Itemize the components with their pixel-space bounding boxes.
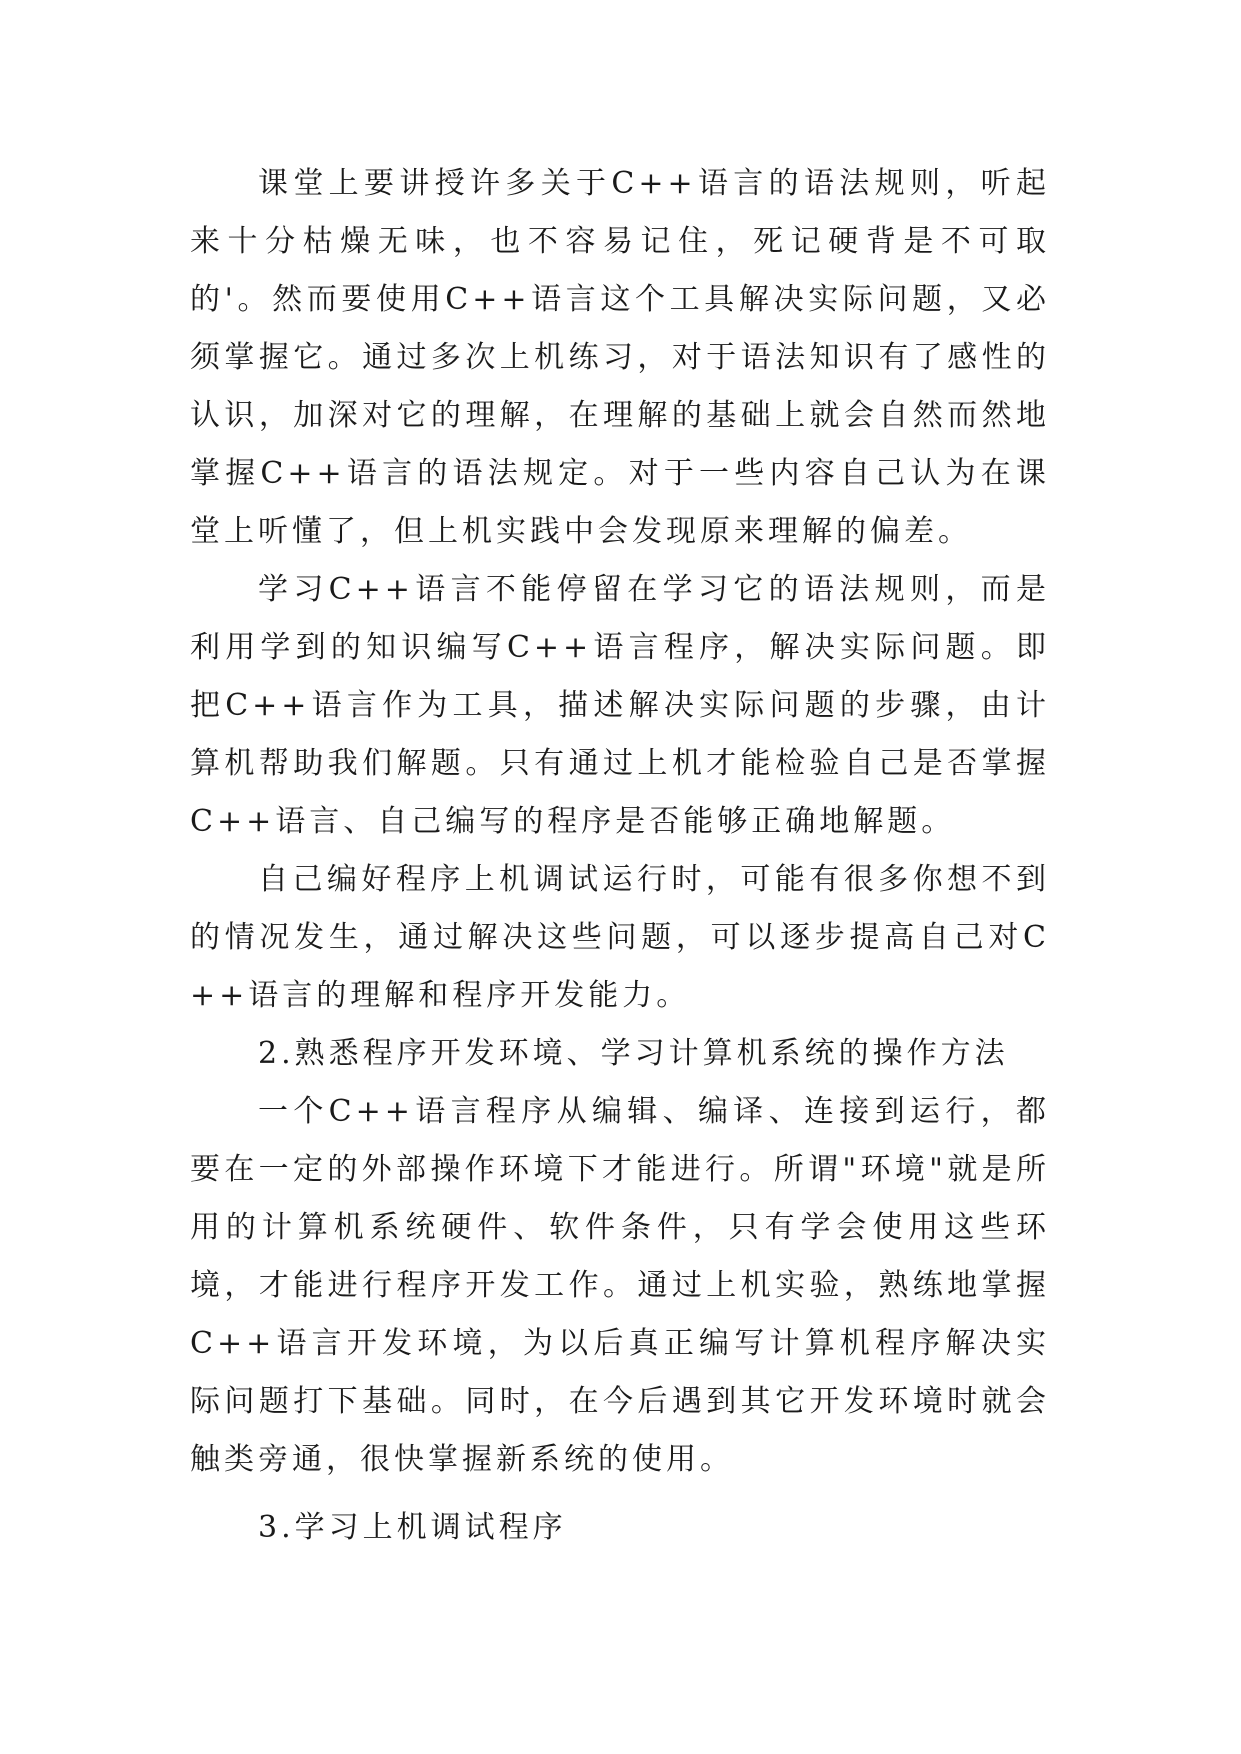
paragraph-development-environment: 一个C++语言程序从编辑、编译、连接到运行，都要在一定的外部操作环境下才能进行。所谓"环境"就是所用的计算机系统硬件、软件条件，只有学会使用这些环境，才能进行程序开发工作。通过上机实验，熟练地掌握C++语言开发环境，为以后真正编写计算机程序解决实际问题打下基础。同时，在今后遇到其它开发环境时就会触类旁通，很快掌握新系统的使用。 <box>190 1094 1050 1477</box>
document-body <box>190 155 1050 1557</box>
section-heading-3: 3.学习上机调试程序 <box>258 1510 567 1545</box>
section-heading-2: 2.熟悉程序开发环境、学习计算机系统的操作方法 <box>258 1036 1009 1071</box>
paragraph-syntax-rules: 课堂上要讲授许多关于C++语言的语法规则，听起来十分枯燥无味，也不容易记住，死记硬背是不可取的'。然而要使用C++语言这个工具解决实际问题，又必须掌握它。通过多次上机练习，对于语法知识有了感性的认识，加深对它的理解，在理解的基础上就会自然而然地掌握C++语言的语法规定。对于一些内容自己认为在课堂上听懂了，但上机实践中会发现原来理解的偏差。 <box>190 166 1050 549</box>
paragraph-debugging-experience: 自己编好程序上机调试运行时，可能有很多你想不到的情况发生，通过解决这些问题，可以逐步提高自己对C++语言的理解和程序开发能力。 <box>190 862 1050 1013</box>
paragraph-learning-cpp: 学习C++语言不能停留在学习它的语法规则，而是利用学到的知识编写C++语言程序，解决实际问题。即把C++语言作为工具，描述解决实际问题的步骤，由计算机帮助我们解题。只有通过上机才能检验自己是否掌握C++语言、自己编写的程序是否能够正确地解题。 <box>190 572 1050 839</box>
